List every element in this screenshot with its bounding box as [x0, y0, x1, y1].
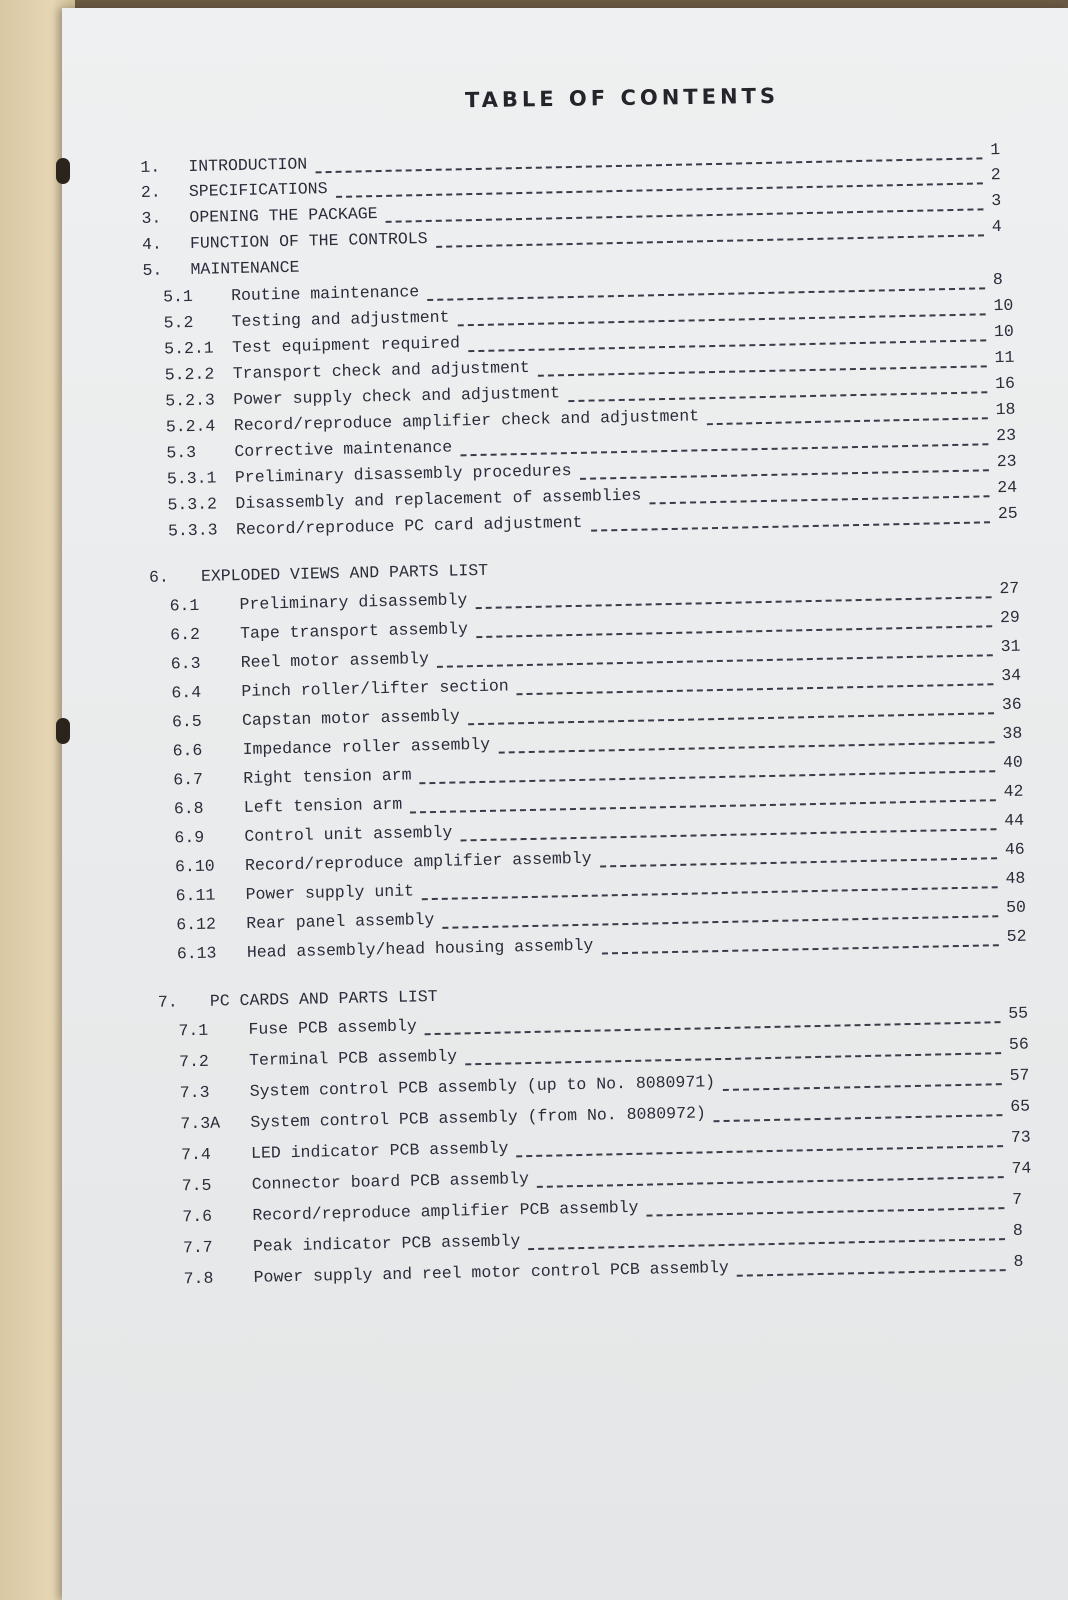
toc-entry-label: Disassembly and replacement of assemblies — [235, 485, 642, 514]
toc-page-number: 57 — [1009, 1065, 1030, 1085]
toc-entry-number: 3. — [141, 208, 162, 228]
toc-entry-label: Head assembly/head housing assembly — [246, 935, 594, 962]
toc-entry-label: OPENING THE PACKAGE — [189, 204, 378, 227]
toc-entry-label: Corrective maintenance — [234, 437, 453, 462]
toc-dot-leader — [568, 390, 987, 402]
toc-entry-label: LED indicator PCB assembly — [250, 1138, 509, 1163]
toc-dot-leader — [537, 1175, 1004, 1188]
toc-page-number: 55 — [1008, 1003, 1029, 1024]
toc-page-number: 10 — [993, 321, 1015, 342]
toc-entry-number: 7.7 — [182, 1237, 213, 1258]
toc-entry-label: PC CARDS AND PARTS LIST — [209, 986, 438, 1011]
toc-page-number: 74 — [1011, 1158, 1032, 1178]
toc-entry-number: 7.4 — [180, 1144, 212, 1165]
toc-entry-label: Tape transport assembly — [239, 619, 469, 644]
toc-entry-number: 6.9 — [174, 827, 205, 848]
toc-entry-label: Right tension arm — [243, 765, 412, 788]
toc-entry-label: Power supply check and adjustment — [233, 383, 561, 410]
toc-dot-leader — [707, 416, 988, 425]
toc-entry-label: Fuse PCB assembly — [248, 1016, 417, 1039]
toc-entry-number: 6.4 — [171, 682, 202, 703]
toc-dot-leader — [460, 827, 996, 841]
toc-entry-number: 7.1 — [178, 1020, 209, 1041]
toc-dot-leader — [468, 711, 994, 725]
toc-dot-leader — [517, 682, 994, 695]
table-of-contents — [140, 129, 1055, 1327]
toc-entry-label: Testing and adjustment — [231, 307, 450, 332]
toc-entry-label: System control PCB assembly (from No. 8080972) — [250, 1103, 707, 1132]
toc-dot-leader — [517, 1144, 1004, 1157]
toc-entry-number: 6.11 — [175, 885, 216, 906]
toc-page-number: 11 — [994, 347, 1015, 368]
toc-page-number: 27 — [999, 578, 1020, 599]
toc-entry-label: Connector board PCB assembly — [251, 1169, 530, 1194]
toc-entry-label: Rear panel assembly — [246, 910, 435, 933]
toc-dot-leader — [410, 798, 995, 813]
toc-entry-label: EXPLODED VIEWS AND PARTS LIST — [200, 560, 489, 586]
toc-page-number: 34 — [1001, 665, 1022, 686]
toc-page-number: 16 — [994, 373, 1016, 394]
toc-entry-label: Record/reproduce PC card adjustment — [235, 512, 583, 540]
toc-entry-label: Pinch roller/lifter section — [241, 676, 509, 701]
toc-entry-number: 5.3.2 — [167, 494, 218, 515]
toc-page-number — [300, 271, 340, 272]
toc-dot-leader — [528, 1237, 1005, 1250]
toc-entry-number: 6.3 — [170, 653, 201, 674]
toc-page-number: 4 — [991, 216, 1002, 237]
toc-entry-number: 6.12 — [176, 914, 217, 935]
toc-entry-number: 1. — [140, 157, 161, 177]
toc-page-number: 36 — [1001, 694, 1022, 715]
document-page — [62, 8, 1068, 1600]
toc-page-number: 38 — [1002, 723, 1023, 744]
toc-dot-leader — [737, 1268, 1006, 1277]
toc-entry-number: 5.2.3 — [165, 390, 216, 411]
toc-entry-label: FUNCTION OF THE CONTROLS — [189, 228, 428, 253]
toc-entry-number: 6.10 — [174, 856, 215, 877]
toc-entry-number: 7.6 — [182, 1206, 213, 1227]
toc-entry-label: INTRODUCTION — [188, 154, 308, 176]
toc-entry-number: 7. — [157, 992, 178, 1012]
toc-dot-leader — [465, 1051, 1001, 1065]
toc-entry-label: Record/reproduce amplifier check and adjustment — [233, 406, 700, 436]
toc-entry-number: 6.7 — [173, 769, 204, 790]
toc-dot-leader — [425, 1020, 1001, 1035]
toc-dot-leader — [723, 1082, 1002, 1091]
toc-entry-label: System control PCB assembly (up to No. 8080971) — [249, 1072, 716, 1101]
toc-entry-label: Capstan motor assembly — [241, 706, 461, 730]
toc-entry-label: Routine maintenance — [230, 282, 420, 306]
toc-entry-label: Test equipment required — [232, 333, 461, 358]
toc-page-number: 23 — [996, 425, 1017, 446]
toc-page-number: 52 — [1006, 926, 1027, 947]
toc-dot-leader — [600, 856, 997, 867]
toc-page-number: 48 — [1005, 868, 1026, 889]
toc-page-number: 8 — [1013, 1251, 1024, 1271]
toc-page-number: 65 — [1010, 1096, 1031, 1116]
toc-entry-number: 5.3 — [166, 442, 197, 463]
punch-hole — [56, 158, 70, 184]
toc-page-number: 73 — [1010, 1127, 1031, 1147]
toc-dot-leader — [601, 943, 998, 954]
toc-page-number: 18 — [995, 399, 1016, 420]
page-title: TABLE OF CONTENTS — [464, 83, 780, 113]
toc-entry-number: 5.3.3 — [167, 520, 218, 541]
toc-page-number: 8 — [992, 269, 1004, 290]
toc-dot-leader — [476, 624, 992, 638]
toc-page-number: 42 — [1003, 781, 1024, 802]
toc-entry-number: 2. — [140, 182, 161, 202]
toc-page-number: 31 — [1000, 636, 1021, 657]
toc-dot-leader — [475, 595, 991, 609]
toc-entry-label: Power supply unit — [245, 881, 415, 904]
toc-entry-label: Left tension arm — [243, 794, 403, 817]
toc-page-number: 8 — [1012, 1220, 1023, 1240]
toc-page-number: 44 — [1004, 810, 1025, 831]
toc-page-number: 50 — [1005, 897, 1027, 918]
toc-entry-label: Power supply and reel motor control PCB assembly — [253, 1257, 730, 1287]
toc-dot-leader — [420, 769, 996, 784]
toc-entry-label: Control unit assembly — [244, 822, 453, 846]
toc-entry-number: 5.2.2 — [164, 364, 215, 385]
toc-entry-number: 5.1 — [162, 286, 194, 307]
toc-entry-number: 7.3A — [180, 1113, 221, 1134]
toc-dot-leader — [498, 740, 994, 753]
toc-dot-leader — [649, 494, 989, 504]
toc-page-number: 3 — [991, 190, 1002, 211]
toc-page-number: 25 — [997, 503, 1018, 524]
toc-entry-number: 5. — [142, 260, 163, 280]
toc-entry-number: 6.8 — [173, 798, 204, 819]
toc-entry-label: Preliminary disassembly — [239, 590, 468, 615]
toc-entry-number: 4. — [141, 234, 163, 254]
toc-page-number: 40 — [1002, 752, 1024, 773]
toc-page-number: 23 — [996, 451, 1017, 472]
toc-entry-number: 6.1 — [169, 595, 200, 616]
toc-entry-number: 5.2.4 — [165, 416, 216, 437]
toc-entry-label: SPECIFICATIONS — [188, 179, 328, 201]
toc-entry-label: Preliminary disassembly procedures — [234, 461, 572, 488]
toc-entry-label: MAINTENANCE — [190, 257, 300, 279]
toc-page-number: 46 — [1004, 839, 1025, 860]
toc-page-number: 10 — [993, 295, 1014, 316]
toc-entry-number: 7.2 — [178, 1051, 210, 1072]
toc-entry-number: 5.2 — [163, 312, 194, 333]
toc-page-number — [438, 1000, 478, 1001]
toc-entry-number: 6. — [148, 567, 170, 587]
toc-page-number — [488, 574, 528, 575]
toc-dot-leader — [647, 1206, 1005, 1216]
toc-dot-leader — [591, 520, 990, 531]
toc-dot-leader — [422, 885, 998, 900]
toc-entry-number: 5.2.1 — [164, 338, 214, 359]
toc-page-number: 1 — [990, 139, 1001, 160]
toc-dot-leader — [580, 468, 989, 480]
toc-entry-label: Transport check and adjustment — [232, 357, 530, 384]
toc-entry-number: 6.2 — [170, 624, 201, 645]
toc-entry-number: 6.6 — [172, 740, 203, 761]
toc-entry-label: Record/reproduce amplifier PCB assembly — [252, 1197, 639, 1225]
toc-entry-label: Terminal PCB assembly — [248, 1046, 458, 1070]
toc-entry-number: 7.5 — [181, 1175, 212, 1196]
toc-dot-leader — [442, 914, 998, 929]
toc-entry-number: 7.3 — [179, 1082, 210, 1103]
toc-entry-label: Reel motor assembly — [240, 649, 430, 672]
punch-hole — [56, 718, 70, 744]
toc-entry-number: 6.13 — [176, 943, 217, 964]
toc-page-number: 7 — [1012, 1189, 1023, 1209]
toc-entry-label: Peak indicator PCB assembly — [252, 1231, 521, 1256]
toc-entry-number: 5.3.1 — [166, 468, 217, 489]
toc-dot-leader — [714, 1113, 1003, 1122]
toc-page-number: 24 — [997, 477, 1018, 498]
toc-entry-number: 6.5 — [171, 711, 202, 732]
toc-page-number: 56 — [1008, 1034, 1029, 1054]
toc-page-number: 29 — [999, 607, 1021, 628]
toc-entry-label: Record/reproduce amplifier assembly — [244, 848, 592, 875]
toc-page-number: 2 — [990, 164, 1001, 185]
toc-entry-number: 7.8 — [183, 1268, 214, 1289]
toc-dot-leader — [437, 653, 993, 668]
toc-entry-label: Impedance roller assembly — [242, 734, 491, 759]
